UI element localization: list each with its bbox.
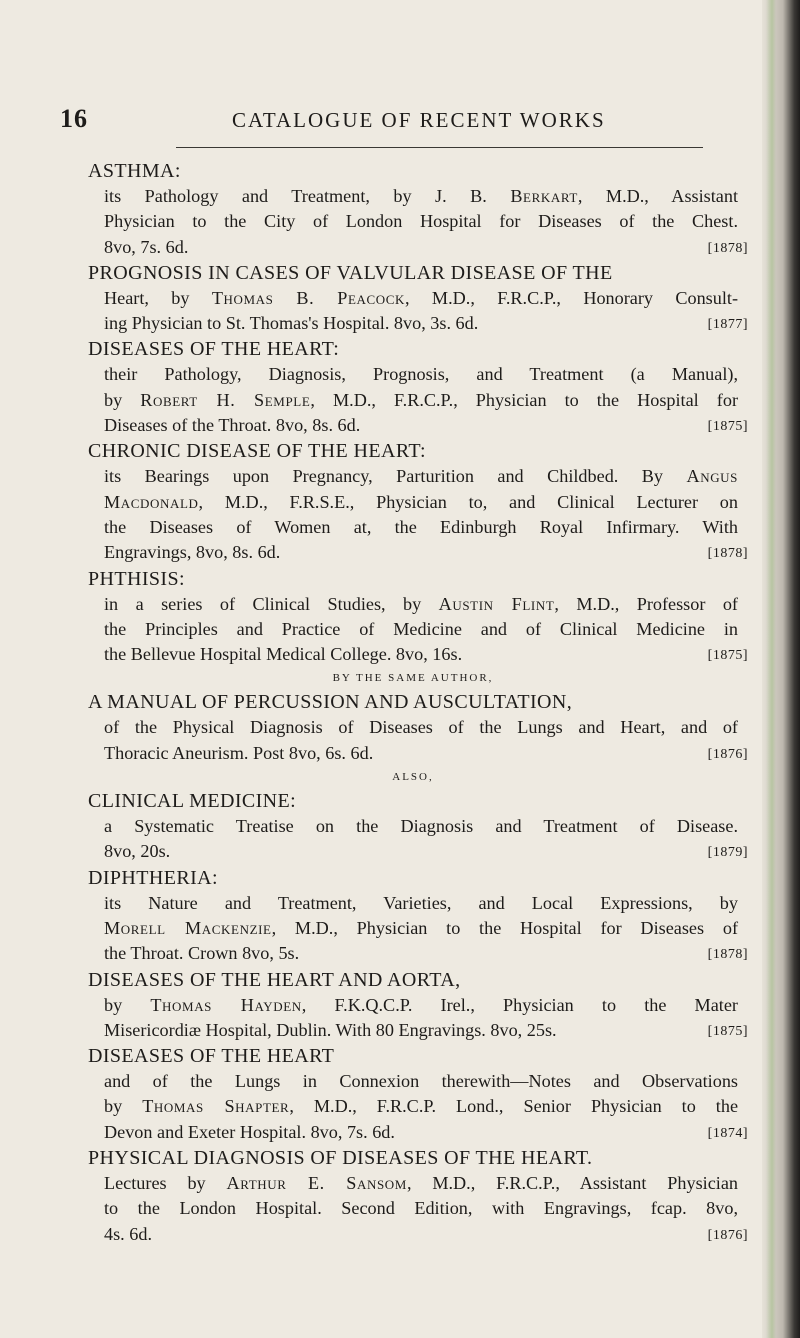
entry-publication-line bbox=[88, 235, 748, 260]
entry-year: [1875] bbox=[707, 648, 748, 664]
page-edge-shadow bbox=[762, 0, 800, 1338]
entry-year: [1874] bbox=[707, 1125, 748, 1141]
entry-title: DISEASES OF THE HEART: bbox=[88, 338, 340, 361]
catalogue-entry bbox=[88, 967, 748, 1044]
catalogue-entry bbox=[88, 1145, 748, 1247]
entry-title: PHYSICAL DIAGNOSIS OF DISEASES OF THE HEART. bbox=[88, 1147, 593, 1170]
entry-title: CLINICAL MEDICINE: bbox=[88, 790, 297, 813]
entry-format-price: Thoracic Aneurism. Post 8vo, 6s. 6d. bbox=[104, 742, 374, 763]
entry-title: A MANUAL OF PERCUSSION AND AUSCULTATION, bbox=[88, 691, 573, 714]
entry-description-line: Heart, by Thomas B. Peacock, M.D., F.R.C.P., Honorary Consult- bbox=[104, 287, 739, 308]
entry-year: [1878] bbox=[707, 546, 748, 562]
entry-description-line: Morell Mackenzie, M.D., Physician to the Hospital for Diseases of bbox=[104, 917, 739, 938]
catalogue-entry bbox=[88, 689, 748, 766]
catalogue-entry bbox=[88, 865, 748, 967]
entry-description-line: Lectures by Arthur E. Sansom, M.D., F.R.C.P., Assistant Physician bbox=[104, 1173, 738, 1194]
entry-year: [1876] bbox=[707, 746, 748, 762]
entry-publication-line bbox=[88, 1120, 748, 1145]
entry-format-price: the Throat. Crown 8vo, 5s. bbox=[104, 943, 300, 964]
entry-year: [1878] bbox=[707, 240, 748, 256]
catalogue-entry bbox=[88, 336, 748, 438]
entry-year: [1875] bbox=[707, 1023, 748, 1039]
entry-year: [1877] bbox=[707, 317, 748, 333]
entry-publication-line bbox=[88, 413, 748, 438]
entry-publication-line bbox=[88, 741, 748, 766]
page-header bbox=[60, 104, 750, 136]
entry-publication-line bbox=[88, 540, 748, 565]
entry-format-price: 8vo, 20s. bbox=[104, 841, 171, 862]
entry-year: [1876] bbox=[707, 1227, 748, 1243]
entry-description-line: the Diseases of Women at, the Edinburgh Royal Infirmary. With bbox=[104, 516, 738, 537]
entry-title: DIPHTHERIA: bbox=[88, 866, 218, 889]
entry-description-line: its Pathology and Treatment, by J. B. Berkart, M.D., Assistant bbox=[104, 186, 738, 206]
entry-title: DISEASES OF THE HEART bbox=[88, 1045, 335, 1068]
entry-format-price: Misericordiæ Hospital, Dublin. With 80 Engravings. 8vo, 25s. bbox=[104, 1019, 557, 1040]
entry-format-price: Devon and Exeter Hospital. 8vo, 7s. 6d. bbox=[104, 1121, 395, 1142]
author-separator: ALSO, bbox=[392, 771, 434, 784]
entry-description-line: Macdonald, M.D., F.R.S.E., Physician to, and Clinical Lecturer on bbox=[104, 491, 738, 512]
entry-year: [1875] bbox=[707, 419, 748, 435]
entry-publication-line bbox=[88, 1222, 748, 1247]
entry-description-line: Physician to the City of London Hospital for Diseases of the Chest. bbox=[104, 211, 738, 232]
entry-description-line: its Bearings upon Pregnancy, Parturition and Childbed. By Angus bbox=[104, 466, 738, 487]
entry-format-price: Engravings, 8vo, 8s. 6d. bbox=[104, 542, 281, 563]
entry-title: PROGNOSIS IN CASES OF VALVULAR DISEASE OF THE bbox=[88, 261, 613, 284]
entry-description-line: by Robert H. Semple, M.D., F.R.C.P., Physician to the Hospital for bbox=[104, 389, 738, 410]
entry-year: [1879] bbox=[707, 845, 748, 861]
catalogue-entries bbox=[88, 158, 748, 1247]
entry-publication-line bbox=[88, 642, 748, 667]
entry-format-price: 4s. 6d. bbox=[104, 1223, 152, 1244]
entry-format-price: the Bellevue Hospital Medical College. 8vo, 16s. bbox=[104, 644, 463, 665]
entry-description-line: its Nature and Treatment, Varieties, and Local Expressions, by bbox=[104, 892, 738, 913]
catalogue-entry bbox=[88, 788, 748, 865]
entry-publication-line bbox=[88, 839, 748, 864]
entry-title: ASTHMA: bbox=[88, 160, 181, 182]
entry-publication-line bbox=[88, 941, 748, 966]
entry-title: CHRONIC DISEASE OF THE HEART: bbox=[88, 440, 426, 463]
entry-description-line: of the Physical Diagnosis of Diseases of the Lungs and Heart, and of bbox=[104, 717, 738, 738]
entry-format-price: Diseases of the Throat. 8vo, 8s. 6d. bbox=[104, 415, 361, 436]
entry-description-line: their Pathology, Diagnosis, Prognosis, and Treatment (a Manual), bbox=[104, 364, 738, 385]
entry-publication-line bbox=[88, 311, 748, 336]
catalogue-entry bbox=[88, 566, 748, 668]
catalogue-entry bbox=[88, 438, 748, 565]
entry-format-price: 8vo, 7s. 6d. bbox=[104, 236, 189, 257]
entry-description-line: by Thomas Shapter, M.D., F.R.C.P. Lond., Senior Physician to the bbox=[104, 1096, 739, 1117]
entry-title: DISEASES OF THE HEART AND AORTA, bbox=[88, 968, 461, 991]
entry-description-line: by Thomas Hayden, F.K.Q.C.P. Irel., Physician to the Mater bbox=[104, 994, 738, 1015]
header-rule bbox=[176, 147, 703, 148]
author-separator: BY THE SAME AUTHOR, bbox=[332, 672, 494, 685]
entry-year: [1878] bbox=[707, 947, 748, 963]
page-number: 16 bbox=[60, 104, 88, 133]
entry-description-line: a Systematic Treatise on the Diagnosis and Treatment of Disease. bbox=[104, 816, 738, 837]
catalogue-entry bbox=[88, 260, 748, 337]
running-head: CATALOGUE OF RECENT WORKS bbox=[232, 108, 606, 132]
entry-description-line: to the London Hospital. Second Edition, with Engravings, fcap. 8vo, bbox=[104, 1198, 738, 1219]
entry-description-line: in a series of Clinical Studies, by Austin Flint, M.D., Professor of bbox=[104, 593, 738, 614]
entry-publication-line bbox=[88, 1018, 748, 1043]
catalogue-entry bbox=[88, 1043, 748, 1145]
entry-format-price: ing Physician to St. Thomas's Hospital. 8vo, 3s. 6d. bbox=[104, 313, 479, 334]
entry-description-line: and of the Lungs in Connexion therewith—Notes and Observations bbox=[104, 1071, 738, 1092]
catalogue-entry bbox=[88, 158, 748, 260]
entry-title: PHTHISIS: bbox=[88, 567, 185, 590]
entry-description-line: the Principles and Practice of Medicine and of Clinical Medicine in bbox=[104, 618, 738, 639]
